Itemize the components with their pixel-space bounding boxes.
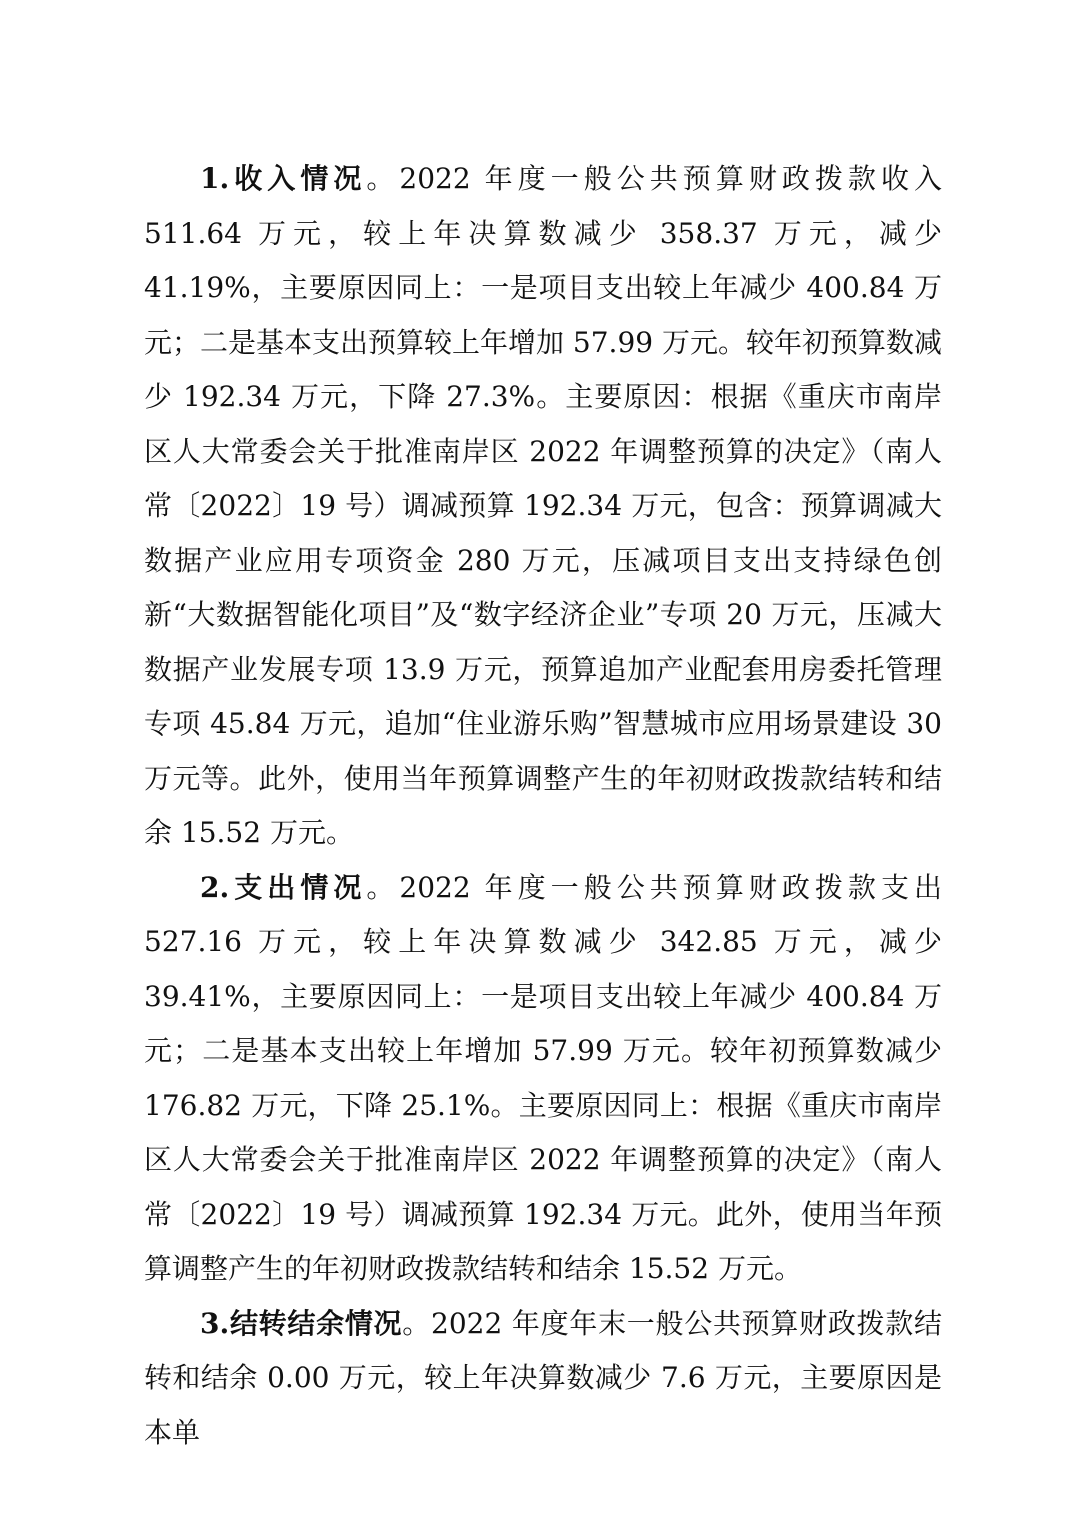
section-income	[144, 152, 942, 861]
section-income-body: 。2022 年度一般公共预算财政拨款收入 511.64 万元，较上年决算数减少 358.37 万元，减少 41.19%，主要原因同上：一是项目支出较上年减少 400.84 万元；二是基本支出预算较上年增加 57.99 万元。较年初预算数减少 192.34 万元，下降 27.3%。主要原因：根据《重庆市南岸区人大常委会关于批准南岸区 2022 年调整预算的决定》（南人常〔2022〕19 号）调减预算 192.34 万元，包含：预算调减大数据产业应用专项资金 280 万元，压减项目支出支持绿色创新“大数据智能化项目”及“数字经济企业”专项 20 万元，压减大数据产业发展专项 13.9 万元，预算追加产业配套用房委托管理专项 45.84 万元，追加“住业游乐购”智慧城市应用场景建设 30 万元等。此外，使用当年预算调整产生的年初财政拨款结转和结余 15.52 万元。	[144, 162, 942, 849]
section-expenditure-body: 。2022 年度一般公共预算财政拨款支出 527.16 万元，较上年决算数减少 342.85 万元，减少 39.41%，主要原因同上：一是项目支出较上年减少 400.84 万元；二是基本支出较上年增加 57.99 万元。较年初预算数减少 176.82 万元，下降 25.1%。主要原因同上：根据《重庆市南岸区人大常委会关于批准南岸区 2022 年调整预算的决定》（南人常〔2022〕19 号）调减预算 192.34 万元。此外，使用当年预算调整产生的年初财政拨款结转和结余 15.52 万元。	[144, 870, 942, 1285]
section-carryover	[144, 1297, 942, 1461]
document-page	[144, 152, 942, 1460]
section-carryover-body: 。2022 年度年末一般公共预算财政拨款结转和结余 0.00 万元，较上年决算数减少 7.6 万元，主要原因是本单	[144, 1306, 943, 1449]
section-expenditure	[144, 861, 942, 1297]
section-income-heading: 1.收入情况	[200, 162, 367, 195]
section-expenditure-heading: 2.支出情况	[200, 870, 367, 904]
section-carryover-heading: 3.结转结余情况	[200, 1306, 403, 1340]
